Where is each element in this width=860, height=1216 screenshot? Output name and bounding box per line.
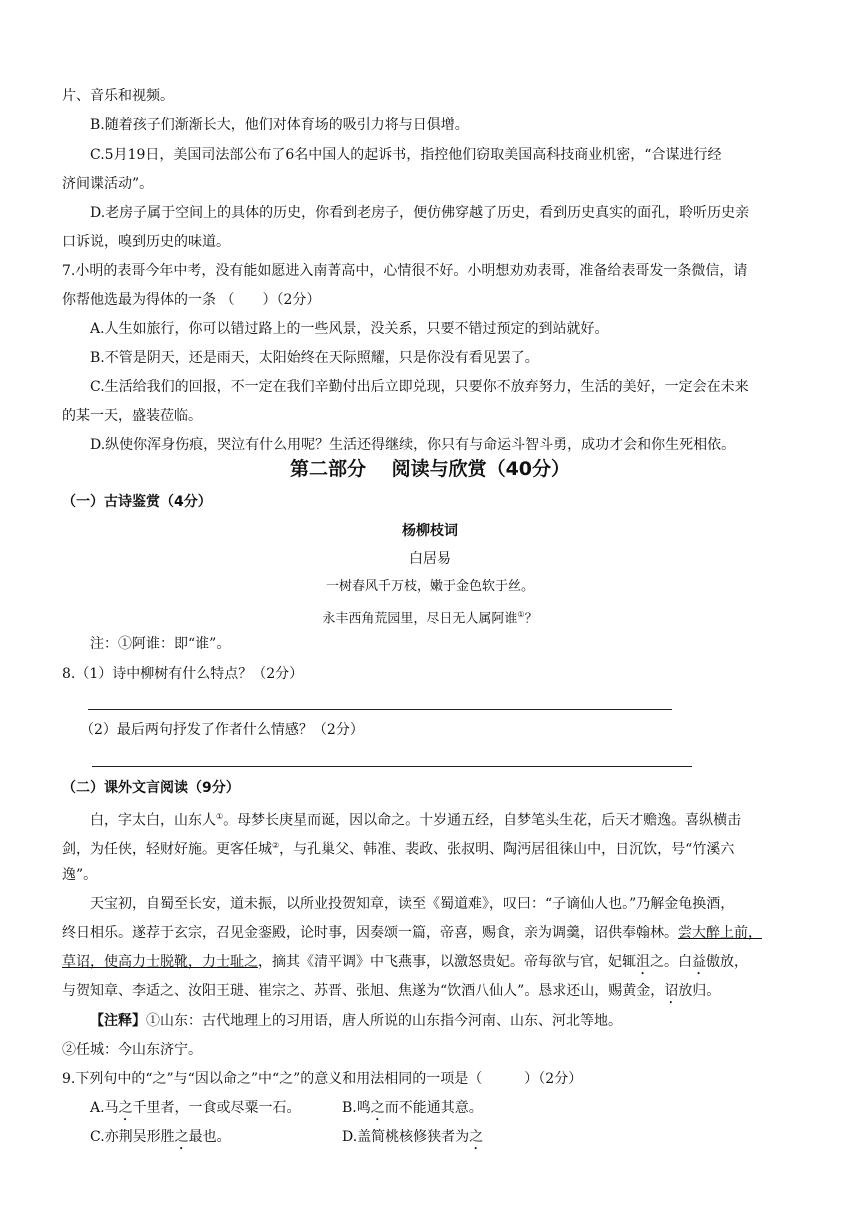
poem-line-1: 一树春风千万枝，嫩于金色软于丝。 (325, 579, 534, 594)
classical-text: 之。白 (650, 954, 692, 970)
q9-stem: 9.下列句中的“之”与“因以命之”中“之”的意义和用法相同的一项是（ ）（2分） (62, 1071, 583, 1087)
q7-option-c-line2: 的某一天，盛装莅临。 (62, 408, 202, 424)
classical-p1-line2 (62, 836, 734, 860)
classical-p2-line4 (62, 981, 720, 1007)
poem-line-2 (0, 605, 860, 629)
option-text: 最也。 (188, 1129, 231, 1145)
underlined-sentence: 草诏，使高力士脱靴，力士耻之 (62, 954, 258, 970)
option-text: B.鸣 (342, 1100, 371, 1116)
classical-p2-line2 (62, 923, 762, 943)
classical-p2-line1: 天宝初，自蜀至长安，道未振，以所业投贺知章，读至《蜀道难》，叹曰：“子谪仙人也。”乃解金龟换酒， (90, 896, 735, 912)
q7-stem-line2: 你帮他选最为得体的一条 （ ）（2分） (62, 292, 321, 308)
q8-answer-line-2[interactable] (92, 766, 692, 767)
dotted-word: 之 (469, 1129, 484, 1145)
option-text: 千里者，一食或尽粟一石。 (132, 1100, 301, 1116)
annotation-text: ①山东：古代地理上的习用语，唐人所说的山东指今河南、山东、河北等地。 (146, 1013, 622, 1029)
poem-author: 白居易 (409, 551, 451, 567)
poem-section-heading: （一）古诗鉴赏（4分） (62, 494, 212, 510)
classical-text: 傲放， (706, 954, 748, 970)
q7-option-d: D.纵使你浑身伤痕，哭泣有什么用呢？生活还得继续，你只有与命运斗智斗勇，成功才会和你生死相依。 (90, 437, 736, 453)
q9-option-d (342, 1127, 483, 1153)
footnote-marker: ② (272, 841, 280, 850)
q6-option-b: B.随着孩子们渐渐长大，他们对体育场的吸引力将与日俱增。 (90, 117, 469, 133)
dotted-word: 益 (692, 954, 706, 970)
continued-text: 片、音乐和视频。 (62, 88, 174, 104)
poem-line-2-end: ？ (524, 611, 538, 627)
classical-p1-line1 (90, 807, 741, 831)
classical-p2-line3 (62, 952, 748, 978)
q7-option-b: B.不管是阴天，还是雨天，太阳始终在天际照耀，只是你没有看见罢了。 (90, 350, 539, 366)
annotation-1 (90, 1011, 622, 1031)
dotted-word: 之 (174, 1129, 189, 1145)
classical-text: 。母梦长庚星而诞，因以命之。十岁通五经，自梦笔头生花，后天才赡逸。喜纵横击 (223, 812, 742, 829)
option-text: C.亦荆吴形胜 (90, 1129, 175, 1145)
classical-text: 终日相乐。遂荐于玄宗，召见金銮殿，论时事，因奏颂一篇，帝喜，赐食，亲为调羹，诏供奉翰林。 (62, 925, 678, 941)
part2-title: 第二部分 阅读与欣赏（40分） (289, 458, 571, 480)
annotation-2: ②任城：今山东济宁。 (62, 1042, 202, 1058)
q9-option-b (342, 1098, 483, 1124)
q8-part1: 8.（1）诗中柳树有什么特点？（2分） (62, 666, 304, 682)
annotation-label: 【注释】 (90, 1013, 146, 1029)
q7-option-a: A.人生如旅行，你可以错过路上的一些风景，没关系，只要不错过预定的到站就好。 (90, 321, 609, 337)
classical-p1-line3: 逸”。 (62, 867, 98, 883)
dotted-word: 之 (118, 1100, 133, 1116)
footnote-marker: ① (216, 812, 224, 821)
q6-option-c-line1: C.5月19日，美国司法部公布了6名中国人的起诉书，指控他们窃取美国高科技商业机密，“合谋进行经 (90, 147, 722, 163)
q8-part2: （2）最后两句抒发了作者什么情感？（2分） (80, 722, 364, 738)
poem-note: 注：①阿谁：即“谁”。 (90, 636, 231, 652)
q9-option-a (90, 1098, 301, 1124)
classical-text: ，摘其《清平调》中飞燕事，以激怒贵妃。帝每欲与官，妃辄 (258, 954, 636, 970)
classical-text: 放归。 (678, 983, 721, 999)
classical-text: 剑，为任侠，轻财好施。更客任城 (62, 841, 272, 858)
classical-text: ，与孔巢父、韩准、裴政、张叔明、陶沔居徂徕山中，日沉饮，号“竹溪六 (279, 841, 735, 858)
q7-option-c-line1: C.生活给我们的回报，不一定在我们辛勤付出后立即兑现，只要你不放弃努力，生活的美好，一定会在未来 (90, 379, 749, 395)
q6-option-c-line2: 济间谍活动”。 (62, 176, 154, 192)
q6-option-d-line1: D.老房子属于空间上的具体的历史，你看到老房子，便仿佛穿越了历史，看到历史真实的面孔，聆听历史亲 (90, 205, 750, 221)
option-text: A.马 (90, 1100, 119, 1116)
classical-text: 白，字太白，山东人 (90, 812, 216, 829)
dotted-word: 诏 (664, 983, 679, 999)
option-text: D.盖简桃核修狭者为 (342, 1129, 470, 1145)
q6-option-d-line2: 口诉说，嗅到历史的味道。 (62, 234, 230, 250)
dotted-word: 沮 (636, 954, 650, 970)
poem-title: 杨柳枝词 (402, 523, 458, 539)
classical-section-heading: （二）课外文言阅读（9分） (62, 780, 240, 796)
poem-line-2-text: 永丰西角荒园里，尽日无人属阿谁 (322, 611, 518, 627)
classical-text: 与贺知章、李适之、汝阳王琎、崔宗之、苏晋、张旭、焦遂为“饮酒八仙人”。恳求还山，赐黄金， (62, 983, 665, 999)
q9-option-c (90, 1127, 231, 1153)
option-text: 而不能通其意。 (384, 1100, 483, 1116)
q7-stem-line1: 7.小明的表哥今年中考，没有能如愿进入南菁高中，心情很不好。小明想劝劝表哥，准备给表哥发一条微信，请 (62, 263, 748, 279)
q8-answer-line-1[interactable] (88, 709, 672, 710)
underlined-sentence: 尝大醉上前， (678, 925, 762, 941)
dotted-word: 之 (370, 1100, 385, 1116)
footnote-marker: ① (517, 610, 525, 619)
